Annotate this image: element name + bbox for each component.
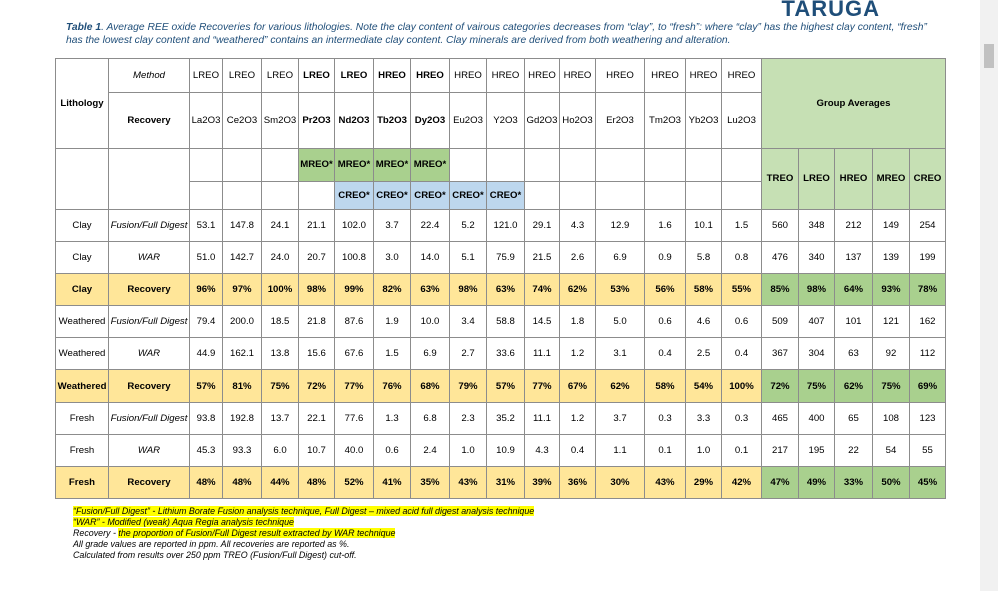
value-cell: 98% [299,274,335,306]
class-eu2o3: HREO [450,59,487,93]
blank-cell [109,148,190,209]
value-cell: 77.6 [335,402,374,434]
value-cell: 33.6 [487,338,525,370]
value-cell: 18.5 [262,306,299,338]
blank-cell [487,148,525,181]
value-cell: 58% [645,370,686,402]
oxide-la2o3: La2O3 [190,93,223,149]
value-cell: 1.2 [560,402,596,434]
value-cell: 0.4 [722,338,762,370]
value-cell: 72% [299,370,335,402]
value-cell: 2.6 [560,242,596,274]
group-average-cell: 465 [762,402,799,434]
value-cell: 0.1 [722,434,762,466]
group-average-cell: 75% [873,370,910,402]
value-cell: 5.2 [450,209,487,241]
value-cell: 13.8 [262,338,299,370]
group-average-cell: 62% [835,370,873,402]
method-cell: Fusion/Full Digest [109,209,190,241]
vertical-scrollbar[interactable] [980,0,998,591]
value-cell: 96% [190,274,223,306]
group-average-cell: 33% [835,466,873,498]
value-cell: 11.1 [525,402,560,434]
value-cell: 77% [525,370,560,402]
group-average-cell: 139 [873,242,910,274]
value-cell: 75% [262,370,299,402]
oxide-sm2o3: Sm2O3 [262,93,299,149]
blank-cell [560,182,596,210]
value-cell: 0.9 [645,242,686,274]
creo-tag: CREO* [335,182,374,210]
value-cell: 93.3 [223,434,262,466]
class-pr2o3: LREO [299,59,335,93]
value-cell: 6.8 [411,402,450,434]
value-cell: 147.8 [223,209,262,241]
blank-cell [645,148,686,181]
value-cell: 22.1 [299,402,335,434]
group-average-cell: 348 [799,209,835,241]
value-cell: 15.6 [299,338,335,370]
brand-logo: TARUGA [781,0,880,21]
blank-cell [56,148,109,209]
lithology-cell: Weathered [56,338,109,370]
group-average-cell: 75% [799,370,835,402]
value-cell: 87.6 [335,306,374,338]
value-cell: 0.3 [645,402,686,434]
table-caption [66,22,936,47]
value-cell: 3.0 [374,242,411,274]
value-cell: 2.4 [411,434,450,466]
class-yb2o3: HREO [686,59,722,93]
value-cell: 1.3 [374,402,411,434]
group-average-cell: 367 [762,338,799,370]
oxide-yb2o3: Yb2O3 [686,93,722,149]
group-col-lreo: LREO [799,148,835,209]
blank-cell [223,148,262,181]
group-average-cell: 254 [910,209,946,241]
group-average-cell: 92 [873,338,910,370]
blank-cell [596,148,645,181]
value-cell: 2.3 [450,402,487,434]
group-average-cell: 304 [799,338,835,370]
value-cell: 41% [374,466,411,498]
group-average-cell: 101 [835,306,873,338]
table-row [56,306,946,338]
group-average-cell: 112 [910,338,946,370]
value-cell: 67% [560,370,596,402]
mreo-tag: MREO* [411,148,450,181]
mreo-tag: MREO* [374,148,411,181]
group-average-cell: 47% [762,466,799,498]
class-gd2o3: HREO [525,59,560,93]
value-cell: 142.7 [223,242,262,274]
value-cell: 3.7 [374,209,411,241]
value-cell: 24.1 [262,209,299,241]
class-tm2o3: HREO [645,59,686,93]
value-cell: 3.7 [596,402,645,434]
method-header: Method [109,59,190,93]
value-cell: 55% [722,274,762,306]
table-row [56,370,946,402]
group-average-cell: 476 [762,242,799,274]
value-cell: 97% [223,274,262,306]
footnotes [73,506,534,561]
value-cell: 10.7 [299,434,335,466]
value-cell: 45.3 [190,434,223,466]
mreo-tag: MREO* [335,148,374,181]
value-cell: 1.8 [560,306,596,338]
value-cell: 14.0 [411,242,450,274]
value-cell: 0.4 [645,338,686,370]
method-cell: Recovery [109,466,190,498]
value-cell: 76% [374,370,411,402]
value-cell: 43% [645,466,686,498]
value-cell: 3.1 [596,338,645,370]
group-average-cell: 560 [762,209,799,241]
blank-cell [223,182,262,210]
value-cell: 48% [223,466,262,498]
value-cell: 100% [262,274,299,306]
group-average-cell: 49% [799,466,835,498]
creo-tag: CREO* [411,182,450,210]
value-cell: 13.7 [262,402,299,434]
group-average-cell: 199 [910,242,946,274]
value-cell: 57% [487,370,525,402]
table-row [56,242,946,274]
value-cell: 68% [411,370,450,402]
value-cell: 81% [223,370,262,402]
blank-cell [525,148,560,181]
table-row [56,338,946,370]
value-cell: 0.6 [722,306,762,338]
lithology-cell: Weathered [56,306,109,338]
value-cell: 77% [335,370,374,402]
creo-tag: CREO* [450,182,487,210]
caption-label: Table 1 [66,22,102,33]
value-cell: 44.9 [190,338,223,370]
value-cell: 5.0 [596,306,645,338]
class-lu2o3: HREO [722,59,762,93]
value-cell: 1.1 [596,434,645,466]
method-cell: WAR [109,434,190,466]
value-cell: 63% [487,274,525,306]
table-row [56,274,946,306]
value-cell: 102.0 [335,209,374,241]
value-cell: 192.8 [223,402,262,434]
table-row [56,209,946,241]
note-recovery-def: the proportion of Fusion/Full Digest result extracted by WAR technique [118,528,396,538]
blank-cell [722,148,762,181]
group-col-treo: TREO [762,148,799,209]
value-cell: 42% [722,466,762,498]
creo-tag: CREO* [374,182,411,210]
value-cell: 63% [411,274,450,306]
table-row [56,434,946,466]
value-cell: 1.0 [450,434,487,466]
value-cell: 74% [525,274,560,306]
group-average-cell: 69% [910,370,946,402]
class-la2o3: LREO [190,59,223,93]
note-units: All grade values are reported in ppm. All recoveries are reported as %. [73,539,350,549]
value-cell: 48% [190,466,223,498]
value-cell: 98% [450,274,487,306]
value-cell: 58% [686,274,722,306]
blank-cell [299,182,335,210]
oxide-ho2o3: Ho2O3 [560,93,596,149]
value-cell: 30% [596,466,645,498]
value-cell: 6.0 [262,434,299,466]
value-cell: 57% [190,370,223,402]
group-average-cell: 217 [762,434,799,466]
value-cell: 21.1 [299,209,335,241]
value-cell: 6.9 [596,242,645,274]
blank-cell [190,182,223,210]
value-cell: 14.5 [525,306,560,338]
group-average-cell: 64% [835,274,873,306]
value-cell: 10.0 [411,306,450,338]
lithology-cell: Fresh [56,402,109,434]
value-cell: 200.0 [223,306,262,338]
value-cell: 1.2 [560,338,596,370]
class-tb2o3: HREO [374,59,411,93]
method-cell: Recovery [109,274,190,306]
lithology-cell: Clay [56,242,109,274]
group-average-cell: 22 [835,434,873,466]
method-cell: Recovery [109,370,190,402]
value-cell: 62% [596,370,645,402]
blank-cell [262,148,299,181]
value-cell: 4.6 [686,306,722,338]
group-average-cell: 212 [835,209,873,241]
value-cell: 121.0 [487,209,525,241]
value-cell: 93.8 [190,402,223,434]
value-cell: 51.0 [190,242,223,274]
value-cell: 31% [487,466,525,498]
method-cell: WAR [109,338,190,370]
value-cell: 0.8 [722,242,762,274]
blank-cell [596,182,645,210]
value-cell: 2.5 [686,338,722,370]
note-cutoff: Calculated from results over 250 ppm TREO (Fusion/Full Digest) cut-off. [73,550,357,560]
group-average-cell: 72% [762,370,799,402]
value-cell: 43% [450,466,487,498]
value-cell: 1.0 [686,434,722,466]
value-cell: 40.0 [335,434,374,466]
class-y2o3: HREO [487,59,525,93]
class-ho2o3: HREO [560,59,596,93]
value-cell: 58.8 [487,306,525,338]
value-cell: 6.9 [411,338,450,370]
class-dy2o3: HREO [411,59,450,93]
value-cell: 79% [450,370,487,402]
lithology-cell: Clay [56,209,109,241]
blank-cell [686,182,722,210]
value-cell: 12.9 [596,209,645,241]
group-average-cell: 162 [910,306,946,338]
group-average-cell: 93% [873,274,910,306]
group-average-cell: 50% [873,466,910,498]
group-average-cell: 108 [873,402,910,434]
oxide-eu2o3: Eu2O3 [450,93,487,149]
group-average-cell: 195 [799,434,835,466]
group-average-cell: 65 [835,402,873,434]
value-cell: 99% [335,274,374,306]
value-cell: 24.0 [262,242,299,274]
value-cell: 100% [722,370,762,402]
method-cell: Fusion/Full Digest [109,402,190,434]
group-average-cell: 63 [835,338,873,370]
blank-cell [190,148,223,181]
group-average-cell: 509 [762,306,799,338]
value-cell: 11.1 [525,338,560,370]
oxide-dy2o3: Dy2O3 [411,93,450,149]
value-cell: 21.8 [299,306,335,338]
value-cell: 52% [335,466,374,498]
value-cell: 36% [560,466,596,498]
method-cell: WAR [109,242,190,274]
value-cell: 5.1 [450,242,487,274]
value-cell: 0.1 [645,434,686,466]
oxide-ce2o3: Ce2O3 [223,93,262,149]
group-average-cell: 78% [910,274,946,306]
group-average-cell: 121 [873,306,910,338]
value-cell: 54% [686,370,722,402]
value-cell: 53.1 [190,209,223,241]
value-cell: 22.4 [411,209,450,241]
value-cell: 1.9 [374,306,411,338]
table-row [56,466,946,498]
value-cell: 162.1 [223,338,262,370]
value-cell: 0.3 [722,402,762,434]
blank-cell [722,182,762,210]
group-col-creo: CREO [910,148,946,209]
group-average-cell: 137 [835,242,873,274]
value-cell: 82% [374,274,411,306]
value-cell: 3.3 [686,402,722,434]
value-cell: 75.9 [487,242,525,274]
value-cell: 4.3 [525,434,560,466]
value-cell: 10.9 [487,434,525,466]
value-cell: 39% [525,466,560,498]
oxide-nd2o3: Nd2O3 [335,93,374,149]
value-cell: 35% [411,466,450,498]
lithology-header: Lithology [56,59,109,149]
caption-text: . Average REE oxide Recoveries for various lithologies. Note the clay content of vairous categories decreases from “clay”, to “fresh”: where “clay” has the highest clay content, “fresh” has the lowest clay content and “weathered” contains an intermediate clay content. Clay minerals are derived from both weathering and alteration. [66,22,927,46]
blank-cell [645,182,686,210]
group-average-cell: 340 [799,242,835,274]
value-cell: 0.4 [560,434,596,466]
group-average-cell: 407 [799,306,835,338]
value-cell: 1.5 [374,338,411,370]
method-cell: Fusion/Full Digest [109,306,190,338]
table-row [56,402,946,434]
note-war: “WAR” - Modified (weak) Aqua Regia analysis technique [73,517,294,527]
blank-cell [560,148,596,181]
oxide-lu2o3: Lu2O3 [722,93,762,149]
mreo-tag: MREO* [299,148,335,181]
group-average-cell: 149 [873,209,910,241]
oxide-y2o3: Y2O3 [487,93,525,149]
value-cell: 56% [645,274,686,306]
value-cell: 21.5 [525,242,560,274]
group-average-cell: 45% [910,466,946,498]
value-cell: 5.8 [686,242,722,274]
value-cell: 67.6 [335,338,374,370]
blank-cell [525,182,560,210]
oxide-pr2o3: Pr2O3 [299,93,335,149]
group-averages-header: Group Averages [762,59,946,149]
oxide-tm2o3: Tm2O3 [645,93,686,149]
group-col-hreo: HREO [835,148,873,209]
blank-cell [450,148,487,181]
scrollbar-thumb[interactable] [984,44,994,68]
value-cell: 35.2 [487,402,525,434]
value-cell: 0.6 [645,306,686,338]
group-col-mreo: MREO [873,148,910,209]
lithology-cell: Clay [56,274,109,306]
oxide-tb2o3: Tb2O3 [374,93,411,149]
group-average-cell: 123 [910,402,946,434]
value-cell: 100.8 [335,242,374,274]
oxide-gd2o3: Gd2O3 [525,93,560,149]
lithology-cell: Fresh [56,466,109,498]
value-cell: 79.4 [190,306,223,338]
lithology-cell: Weathered [56,370,109,402]
value-cell: 62% [560,274,596,306]
value-cell: 44% [262,466,299,498]
group-average-cell: 400 [799,402,835,434]
class-sm2o3: LREO [262,59,299,93]
value-cell: 2.7 [450,338,487,370]
group-average-cell: 85% [762,274,799,306]
ree-recovery-table [55,58,946,499]
value-cell: 10.1 [686,209,722,241]
value-cell: 4.3 [560,209,596,241]
value-cell: 20.7 [299,242,335,274]
note-recovery-label: Recovery - [73,528,119,538]
value-cell: 29.1 [525,209,560,241]
value-cell: 29% [686,466,722,498]
value-cell: 48% [299,466,335,498]
blank-cell [262,182,299,210]
value-cell: 0.6 [374,434,411,466]
blank-cell [686,148,722,181]
class-er2o3: HREO [596,59,645,93]
value-cell: 1.6 [645,209,686,241]
recovery-header: Recovery [109,93,190,149]
group-average-cell: 55 [910,434,946,466]
creo-tag: CREO* [487,182,525,210]
group-average-cell: 98% [799,274,835,306]
oxide-er2o3: Er2O3 [596,93,645,149]
value-cell: 3.4 [450,306,487,338]
group-average-cell: 54 [873,434,910,466]
class-ce2o3: LREO [223,59,262,93]
note-fusion: “Fusion/Full Digest” - Lithium Borate Fusion analysis technique, Full Digest – mixed acid full digest analysis technique [73,506,535,516]
class-nd2o3: LREO [335,59,374,93]
lithology-cell: Fresh [56,434,109,466]
value-cell: 53% [596,274,645,306]
value-cell: 1.5 [722,209,762,241]
